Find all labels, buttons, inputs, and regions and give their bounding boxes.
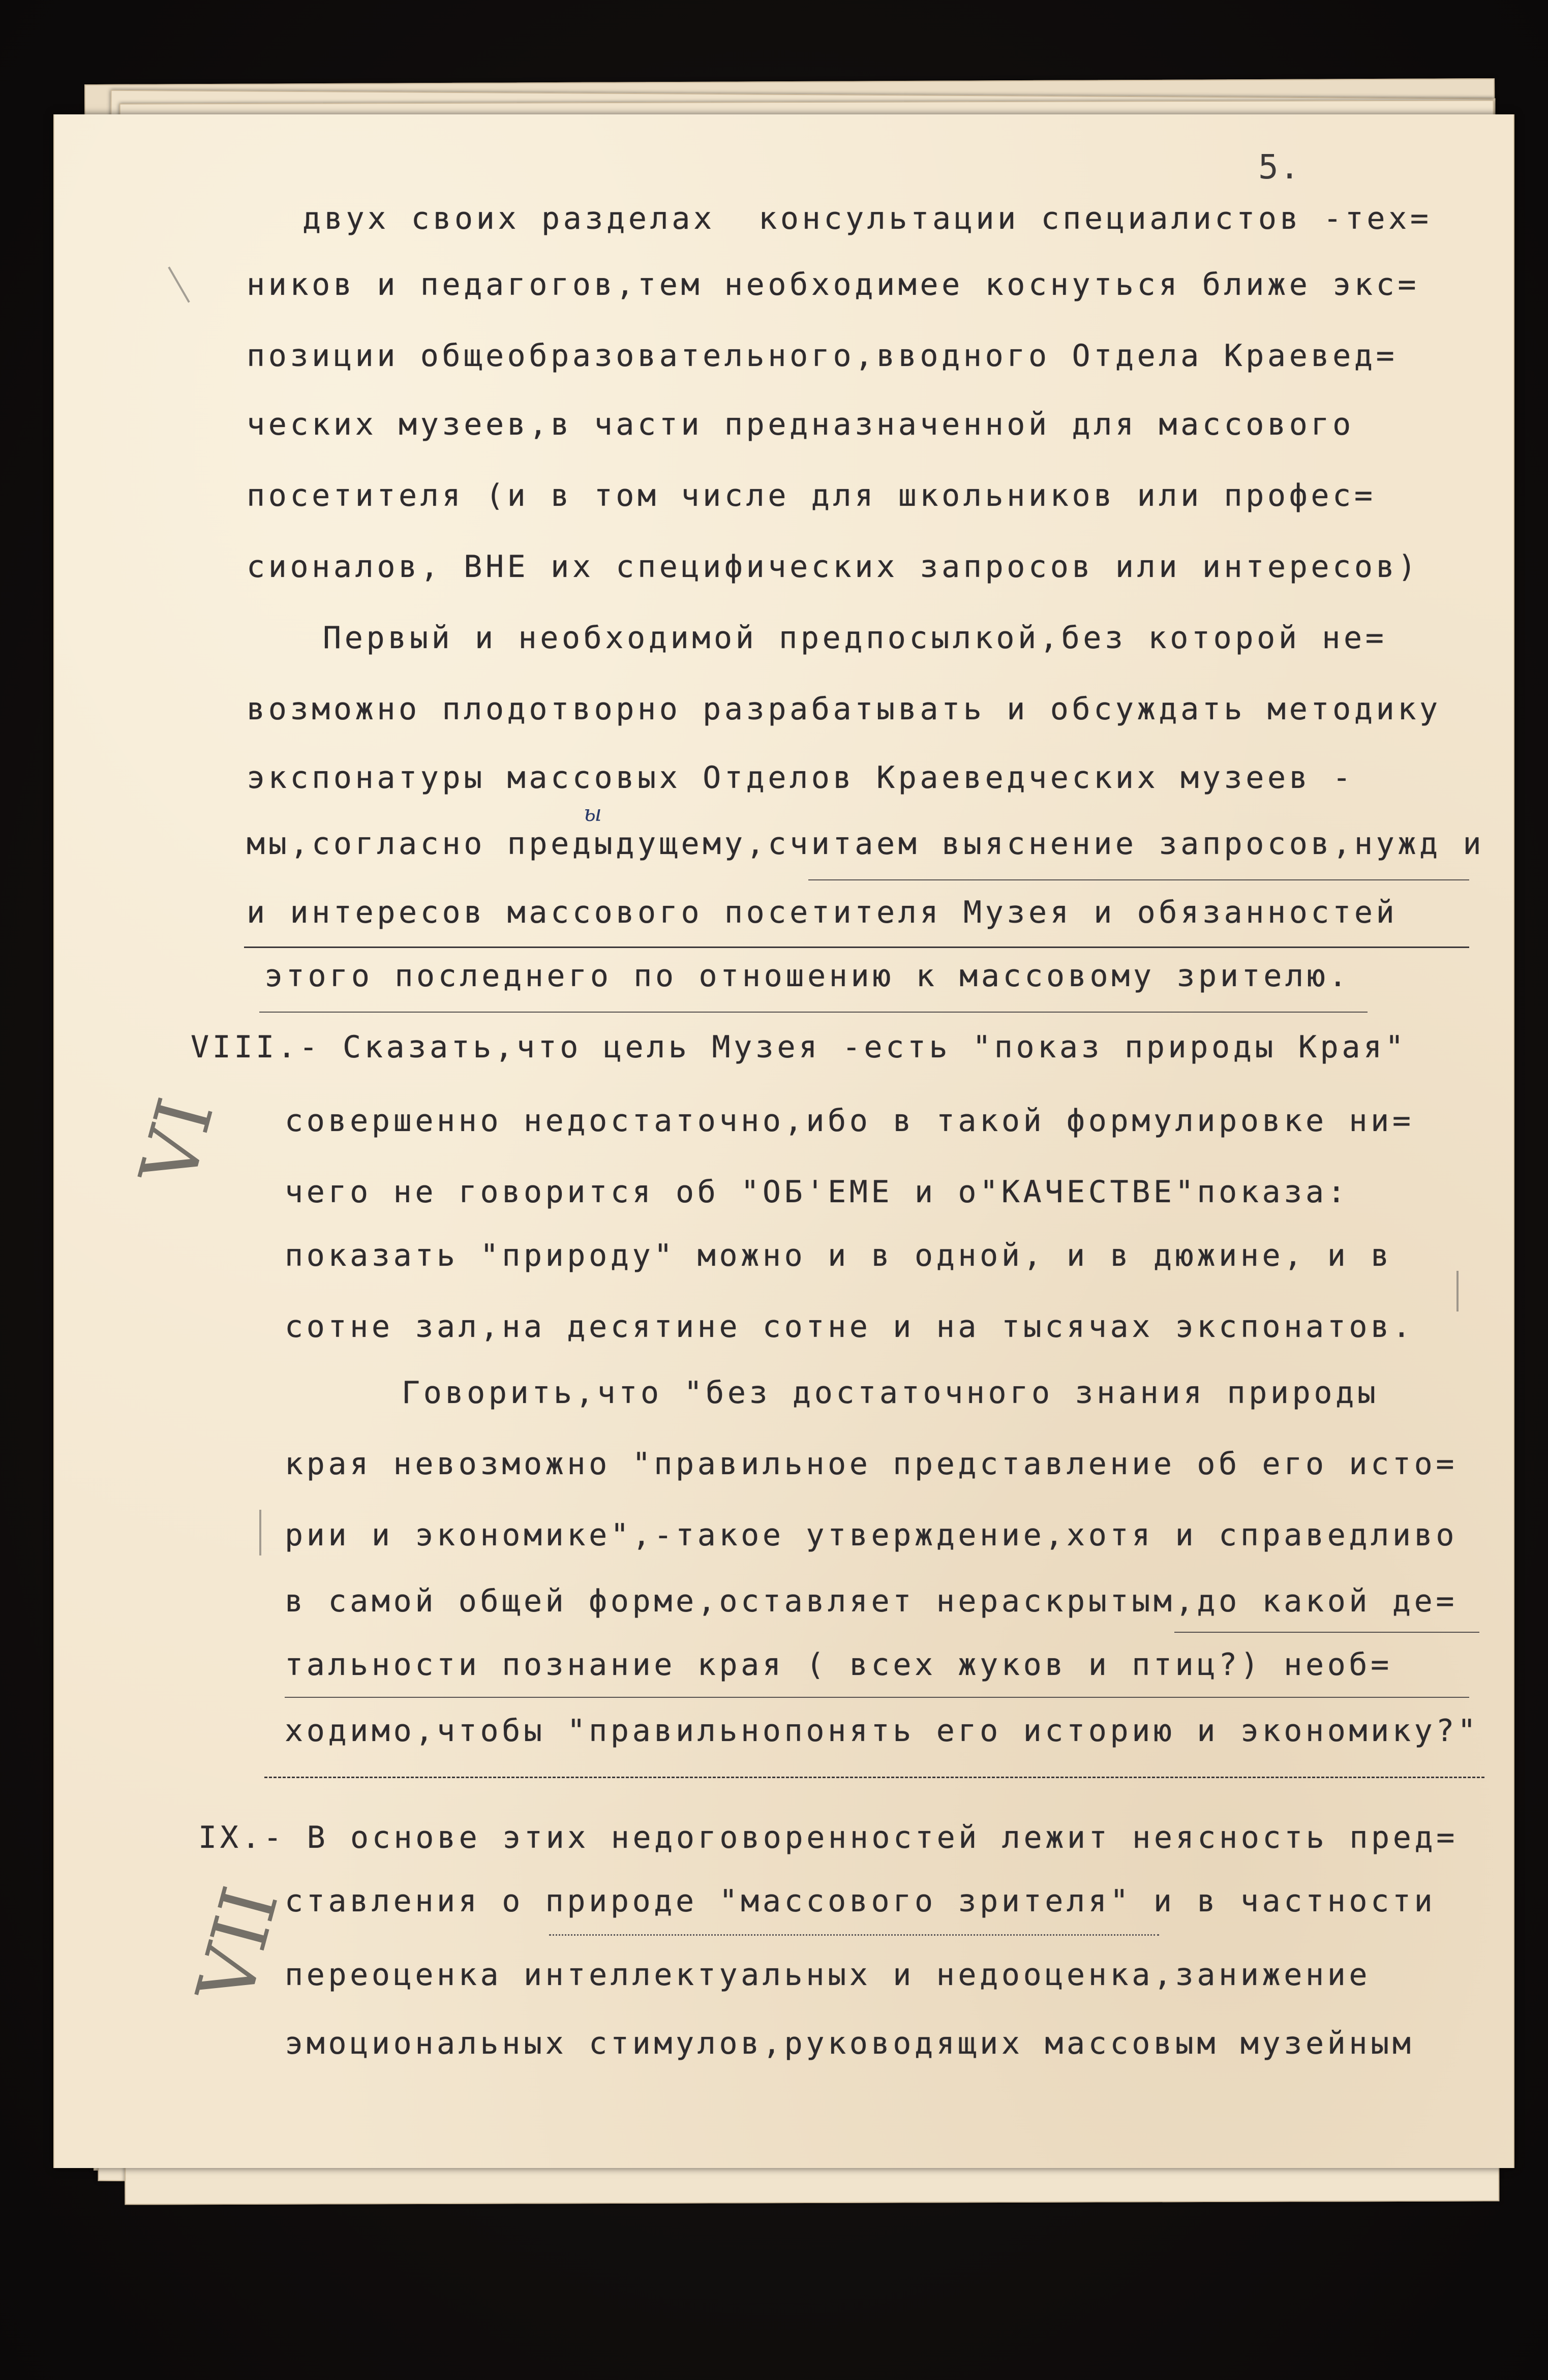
underline: [808, 879, 1469, 880]
text-line: этого последнего по отношению к массовому зрителю.: [264, 958, 1351, 994]
text-line: Первый и необходимой предпосылкой,без которой не=: [323, 620, 1387, 656]
underline: [285, 1697, 1469, 1698]
text-line: Говорить,что "без достаточного знания природы: [402, 1375, 1379, 1411]
text-line: сотне зал,на десятине сотне и на тысячах экспонатов.: [285, 1309, 1414, 1345]
ink-correction: ы: [584, 801, 602, 827]
text-line: эмоциональных стимулов,руководящих массовым музейным: [285, 2026, 1414, 2061]
text-line: IX.- В основе этих недоговоренностей лежит неясность пред=: [198, 1820, 1458, 1855]
text-line: сионалов, ВНЕ их специфических запросов или интересов): [247, 549, 1420, 585]
page-number: 5.: [1258, 147, 1301, 187]
text-line: экспонатуры массовых Отделов Краеведческих музеев -: [247, 760, 1354, 796]
text-line: VIII.- Сказать,что цель Музея -есть "показ природы Края": [191, 1029, 1407, 1065]
text-line: ческих музеев,в части предназначенной для массового: [247, 407, 1354, 442]
underline: [1174, 1632, 1479, 1633]
text-line: совершенно недостаточно,ибо в такой формулировке ни=: [285, 1103, 1414, 1139]
pencil-stroke: [259, 1510, 261, 1555]
text-line: чего не говорится об "ОБ'ЕМЕ и о"КАЧЕСТВЕ"показа:: [285, 1174, 1349, 1210]
separator-line: [264, 1777, 1484, 1778]
pencil-margin-mark: VI: [124, 1089, 231, 1195]
text-line: переоценка интеллектуальных и недооценка,занижение: [285, 1957, 1371, 1993]
text-line: рии и экономике",-такое утверждение,хотя и справедливо: [285, 1517, 1458, 1553]
text-line: ставления о природе "массового зрителя" и в частности: [285, 1883, 1436, 1919]
text-line: двух своих разделах консультации специалистов -тех=: [302, 201, 1432, 236]
dotted-underline: [549, 1934, 1159, 1936]
text-line: показать "природу" можно и в одной, и в дюжине, и в: [285, 1238, 1392, 1273]
text-line: мы,согласно предыдущему,считаем выяснение запросов,нужд и: [247, 826, 1485, 862]
text-line: ходимо,чтобы "правильнопонять его историю и экономику?": [285, 1713, 1479, 1749]
text-line: возможно плодотворно разрабатывать и обсуждать методику: [247, 691, 1441, 727]
pencil-stroke: [1456, 1271, 1459, 1311]
underline: [259, 1012, 1368, 1013]
text-line: посетителя (и в том числе для школьников или профес=: [247, 478, 1376, 513]
text-line: ников и педагогов,тем необходимее коснуться ближе экс=: [247, 267, 1420, 302]
text-line: края невозможно "правильное представление об его исто=: [285, 1446, 1458, 1482]
text-line: и интересов массового посетителя Музея и обязанностей: [247, 895, 1398, 930]
underline: [244, 947, 1469, 948]
text-line: в самой общей форме,оставляет нераскрытым,до какой де=: [285, 1583, 1458, 1619]
text-line: позиции общеобразовательного,вводного Отдела Краевед=: [247, 338, 1398, 374]
pencil-margin-mark: VII: [180, 1878, 296, 2013]
text-line: тальности познание края ( всех жуков и птиц?) необ=: [285, 1647, 1392, 1683]
